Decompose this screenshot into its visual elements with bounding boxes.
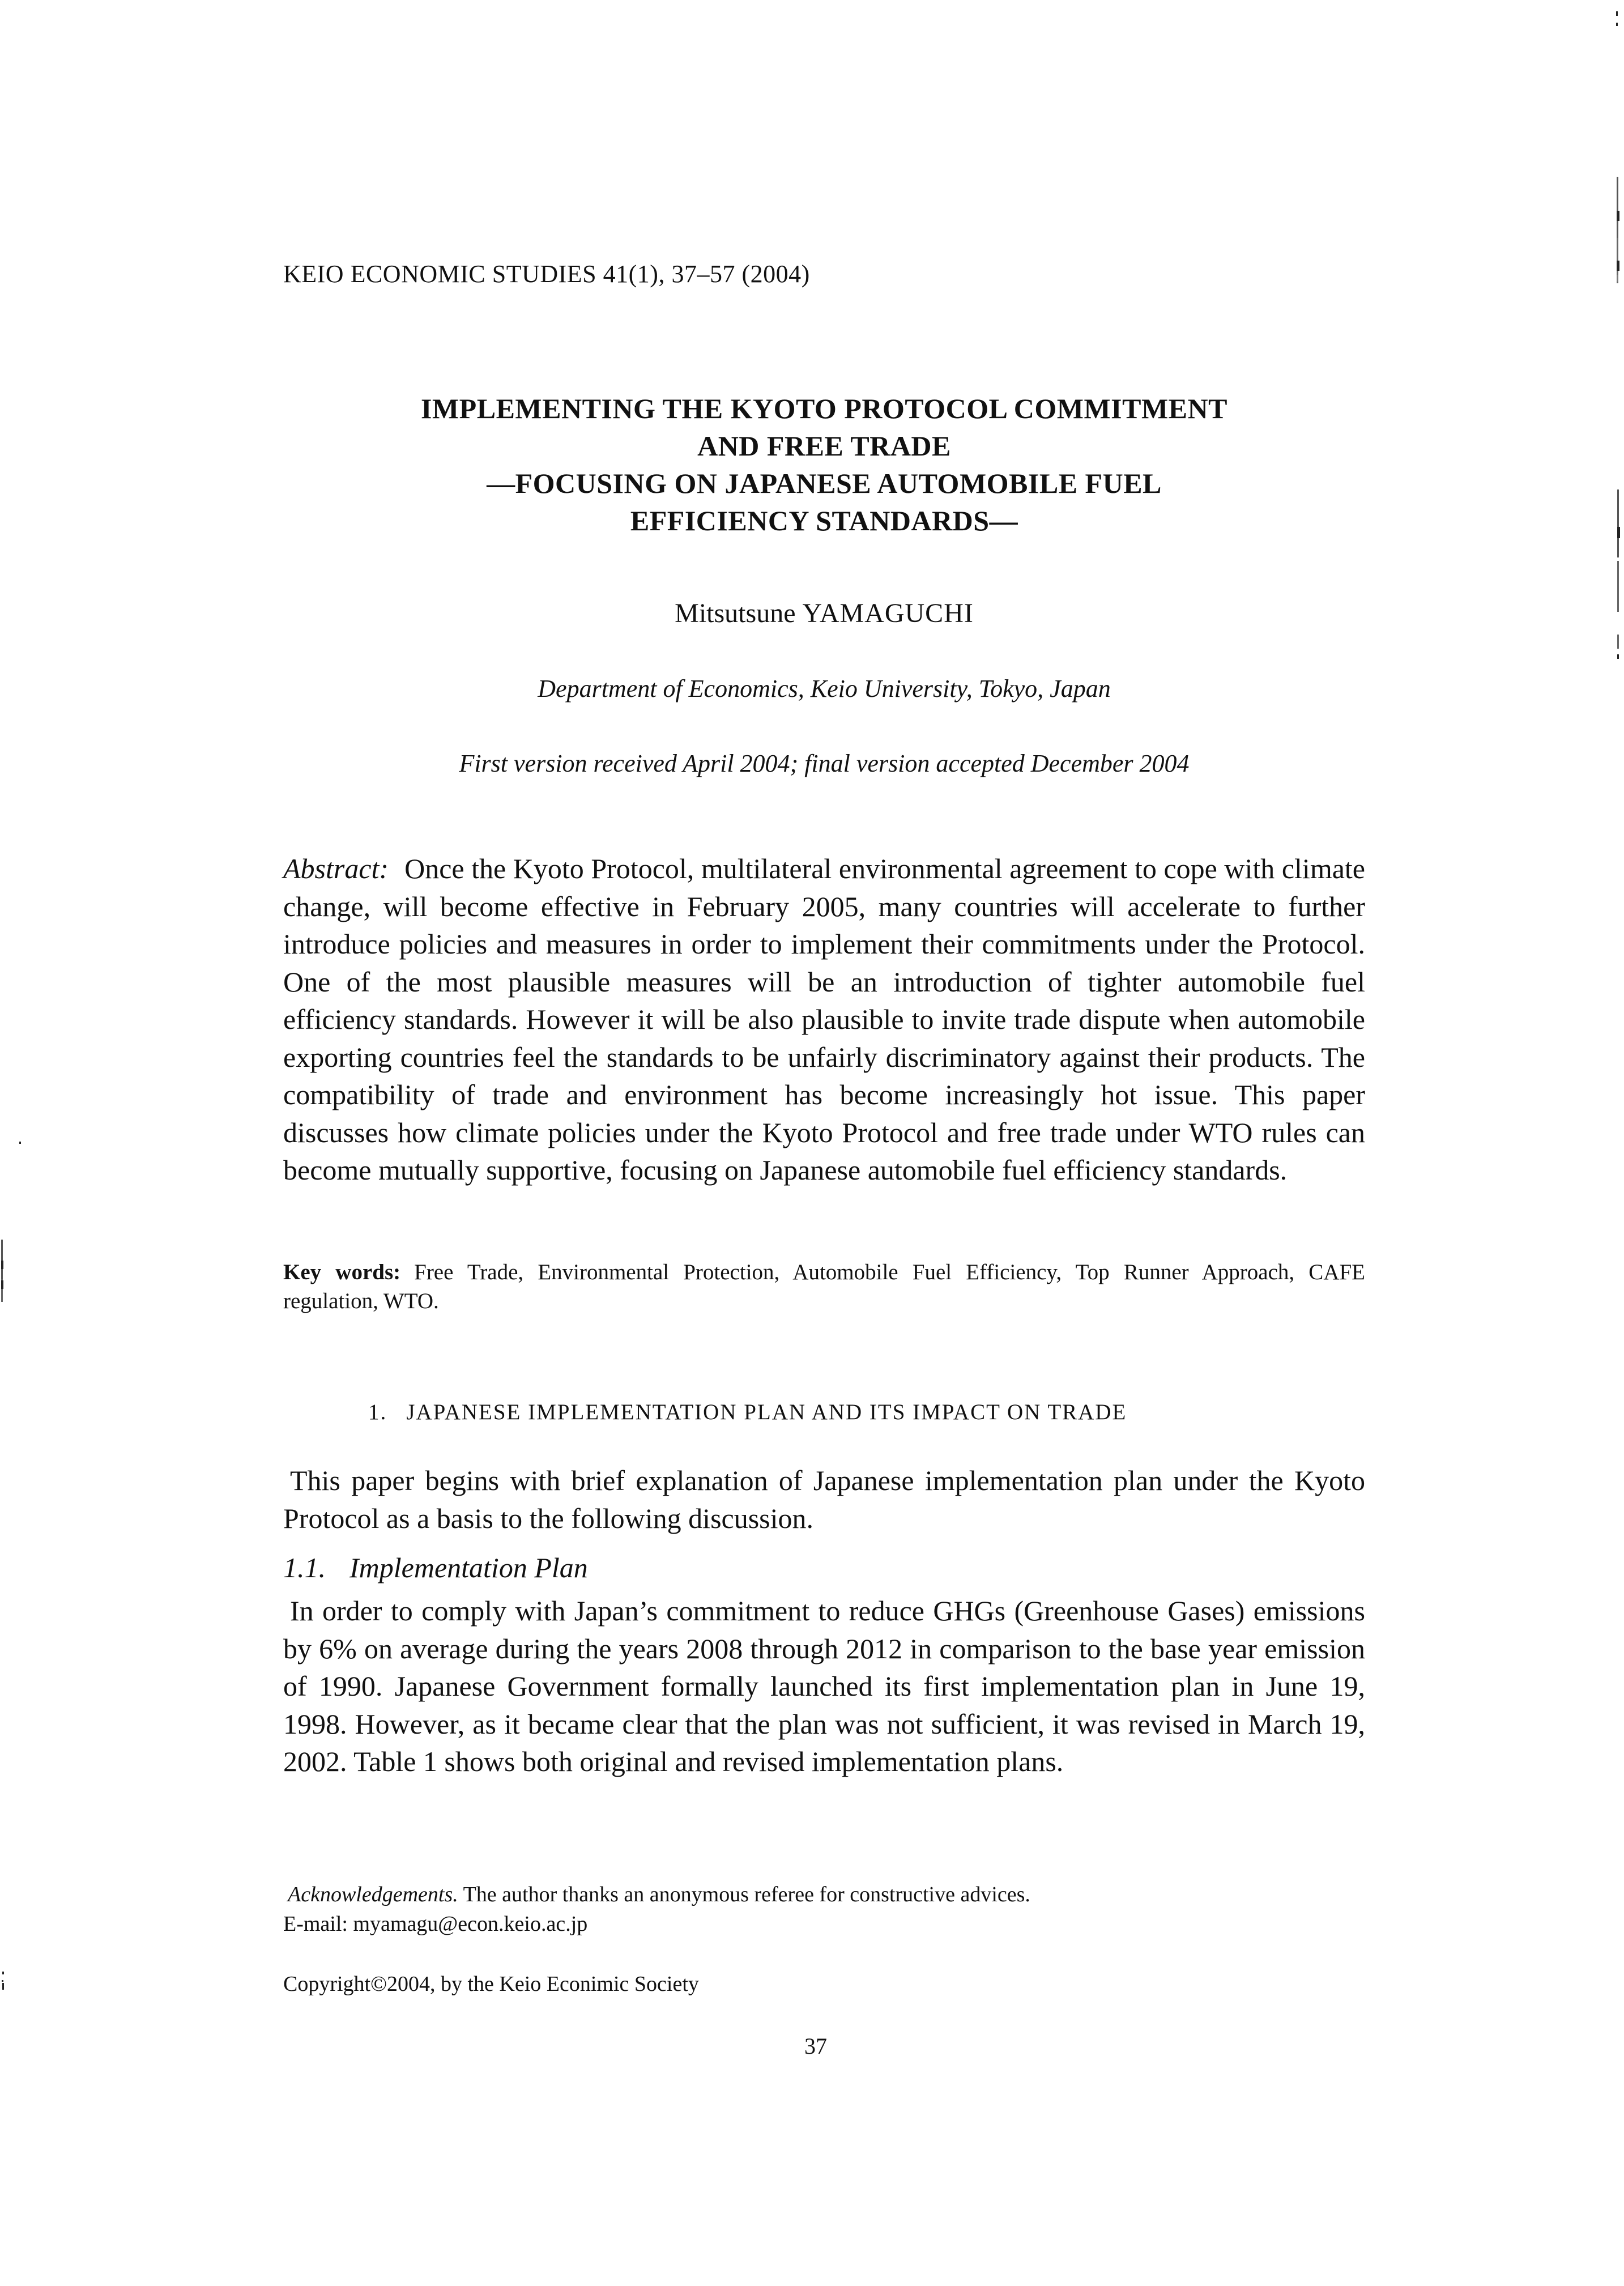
keywords (283, 1258, 1365, 1316)
acknowledgements-text: The author thanks an anonymous referee for constructive advices. (463, 1883, 1030, 1906)
section-title: JAPANESE IMPLEMENTATION PLAN AND ITS IMPACT ON TRADE (406, 1400, 1127, 1424)
intro-paragraph: This paper begins with brief explanation of Japanese implementation plan under the Kyoto Protocol as a basis to the following discussion. (283, 1465, 1365, 1534)
scan-artifact (2, 1972, 4, 1974)
author-given-name: Mitsutsune (675, 598, 796, 628)
scan-artifact (1, 1261, 3, 1269)
scan-artifact (1617, 211, 1619, 221)
title-line: IMPLEMENTING THE KYOTO PROTOCOL COMMITMENT (421, 393, 1227, 424)
subsection-title: Implementation Plan (349, 1552, 588, 1583)
keywords-label: Key words: (283, 1260, 401, 1284)
footnotes (283, 1880, 1365, 1939)
abstract-label: Abstract: (283, 853, 389, 884)
scan-artifact (1616, 23, 1618, 26)
author-affiliation: Department of Economics, Keio University, Tokyo, Japan (538, 675, 1111, 703)
acknowledgements-label: Acknowledgements. (288, 1883, 458, 1906)
subsection-heading (283, 1551, 1365, 1584)
scan-artifact (1617, 635, 1619, 649)
abstract (283, 850, 1365, 1189)
section-heading (368, 1399, 1365, 1425)
page-number: 37 (804, 2033, 827, 2059)
title-line: —FOCUSING ON JAPANESE AUTOMOBILE FUEL (487, 467, 1162, 499)
scan-artifact (1617, 489, 1619, 557)
author-email: E-mail: myamagu@econ.keio.ac.jp (283, 1912, 588, 1936)
scan-artifact (1617, 654, 1619, 659)
scan-artifact (1617, 275, 1618, 282)
scan-artifact (2, 1980, 3, 1982)
author-family-name: YAMAGUCHI (802, 598, 974, 628)
scan-artifact (1, 1280, 3, 1289)
journal-citation: KEIO ECONOMIC STUDIES 41(1), 37–57 (2004) (283, 260, 810, 288)
keywords-text: Free Trade, Environmental Protection, Automobile Fuel Efficiency, Top Runner Approach, CAFE regulation, WTO. (283, 1260, 1365, 1313)
author-name (283, 598, 1365, 629)
subsection-number: 1.1. (283, 1552, 326, 1583)
abstract-text: Once the Kyoto Protocol, multilateral environmental agreement to cope with climate change, will become effective in February 2005, many countries will accelerate to further introduce policies and measures in order to implement their commitments under the Protocol. One of the most plausible measures will be an introduction of tighter automobile fuel efficiency standards. However it will be also plausible to invite trade dispute when automobile exporting countries feel the standards to be unfairly discriminatory against their products. The compatibility of trade and environment has become increasingly hot issue. This paper discusses how climate policies under the Kyoto Protocol and free trade under WTO rules can become mutually supportive, focusing on Japanese automobile fuel efficiency standards. (283, 853, 1365, 1186)
scan-artifact (1617, 527, 1620, 538)
paper-title (283, 390, 1365, 539)
section-number: 1. (368, 1400, 387, 1424)
submission-dates: First version received April 2004; final version accepted December 2004 (459, 750, 1190, 777)
scan-artifact (1617, 561, 1619, 612)
body-paragraph: In order to comply with Japan’s commitment to reduce GHGs (Greenhouse Gases) emissions by 6% on average during the years 2008 through 2012 in comparison to the base year emission of 1990. Japanese Government formally launched its first implementation plan in June 19, 1998. However, as it became clear that the plan was not sufficient, it was revised in March 19, 2002. Table 1 shows both original and revised implementation plans. (283, 1595, 1365, 1777)
scan-artifact (1616, 11, 1618, 16)
scan-artifact (1617, 261, 1619, 271)
title-line: EFFICIENCY STANDARDS— (630, 505, 1018, 537)
copyright-notice: Copyright©2004, by the Keio Econimic Society (283, 1972, 699, 1996)
scan-artifact (19, 1142, 21, 1144)
title-line: AND FREE TRADE (697, 430, 951, 462)
acknowledgements (283, 1880, 1365, 1909)
scan-artifact (2, 1983, 4, 1990)
